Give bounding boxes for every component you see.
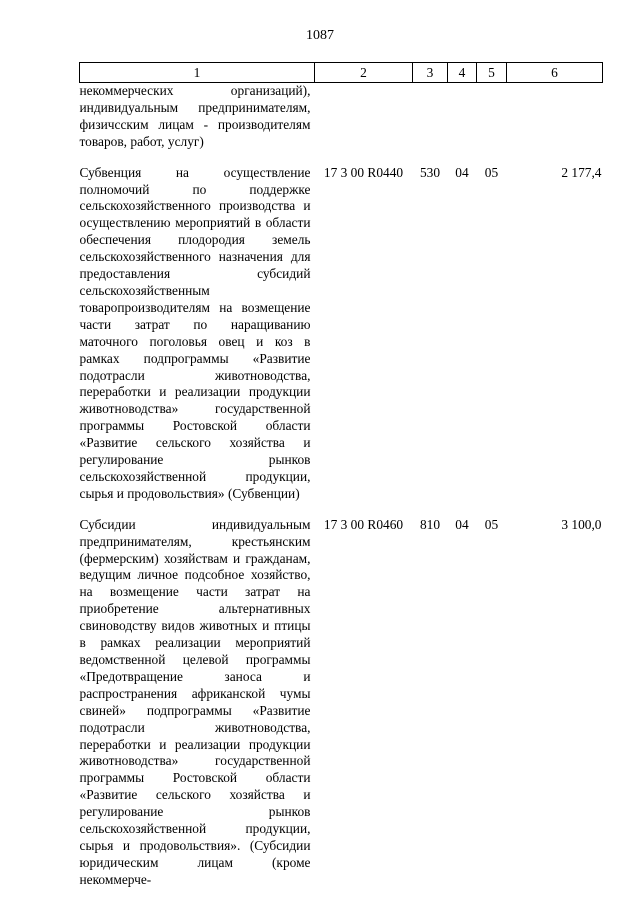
header-col-3: 3: [413, 63, 448, 83]
row-description: некоммерческих организаций), индивидуальным предпринимателям, физичсским лицам - производителям товаров, работ, услуг): [79, 83, 311, 149]
row-subsection: 05: [484, 516, 499, 532]
budget-table: [79, 62, 603, 889]
header-col-6: 6: [507, 63, 603, 83]
row-subsection: [477, 83, 507, 151]
header-row: [80, 63, 603, 83]
row-spacer: [80, 503, 603, 517]
row-subsection: 05: [484, 164, 499, 180]
header-col-5: 5: [477, 63, 507, 83]
page-number: 1087: [306, 28, 334, 43]
table-body: [80, 83, 603, 889]
row-expense-type: [413, 83, 448, 151]
row-amount: 2 177,4: [561, 164, 602, 180]
row-section: 04: [455, 164, 469, 180]
header-col-2: 2: [315, 63, 413, 83]
row-amount: [507, 83, 603, 151]
table-header: [80, 63, 603, 83]
row-target-code: 17 3 00 R0440: [323, 164, 404, 180]
row-target-code: [315, 83, 413, 151]
table-row: [80, 517, 603, 889]
row-expense-type: 530: [419, 164, 441, 180]
row-section: 04: [455, 516, 469, 532]
row-amount: 3 100,0: [561, 516, 602, 532]
row-target-code: 17 3 00 R0460: [323, 516, 404, 532]
header-col-4: 4: [448, 63, 477, 83]
table-row: [80, 83, 603, 151]
row-description: Субвенция на осуществление полномочий по поддержке сельскохозяйственного производства и осуществлению мероприятий в области обеспечения плодородия земель сельскохозяйственного назначения для предоставления субсидий сельскохозяйственным товаропроизводителям на возмещение части затрат по наращиванию маточного поголовья овец и коз в рамках подпрограммы «Развитие подотрасли животноводства, переработки и реализации продукции животноводства» государственной программы Ростовской области «Развитие сельского хозяйства и регулирование рынков сельскохозяйственной продукции, сырья и продовольствия» (Субвенции): [79, 164, 311, 501]
row-section: [448, 83, 477, 151]
header-col-1: 1: [80, 63, 315, 83]
row-spacer: [80, 151, 603, 165]
row-expense-type: 810: [419, 516, 441, 532]
row-description: Субсидии индивидуальным предпринимателям, крестьянским (фермерским) хозяйствам и гражданам, ведущим личное подсобное хозяйство, на возмещение части затрат на приобретение альтернативных свиноводству видов животных и птицы в рамках реализации мероприятий ведомственной целевой программы «Предотвращение заноса и распространения африканской чумы свиней» подпрограммы «Развитие подотрасли животноводства, переработки и реализации продукции животноводства» государственной программы Ростовской области «Развитие сельского хозяйства и регулирование рынков сельскохозяйственной продукции, сырья и продовольствия». (Субсидии юридическим лицам (кроме некоммерче-: [79, 516, 311, 887]
table-row: [80, 165, 603, 503]
